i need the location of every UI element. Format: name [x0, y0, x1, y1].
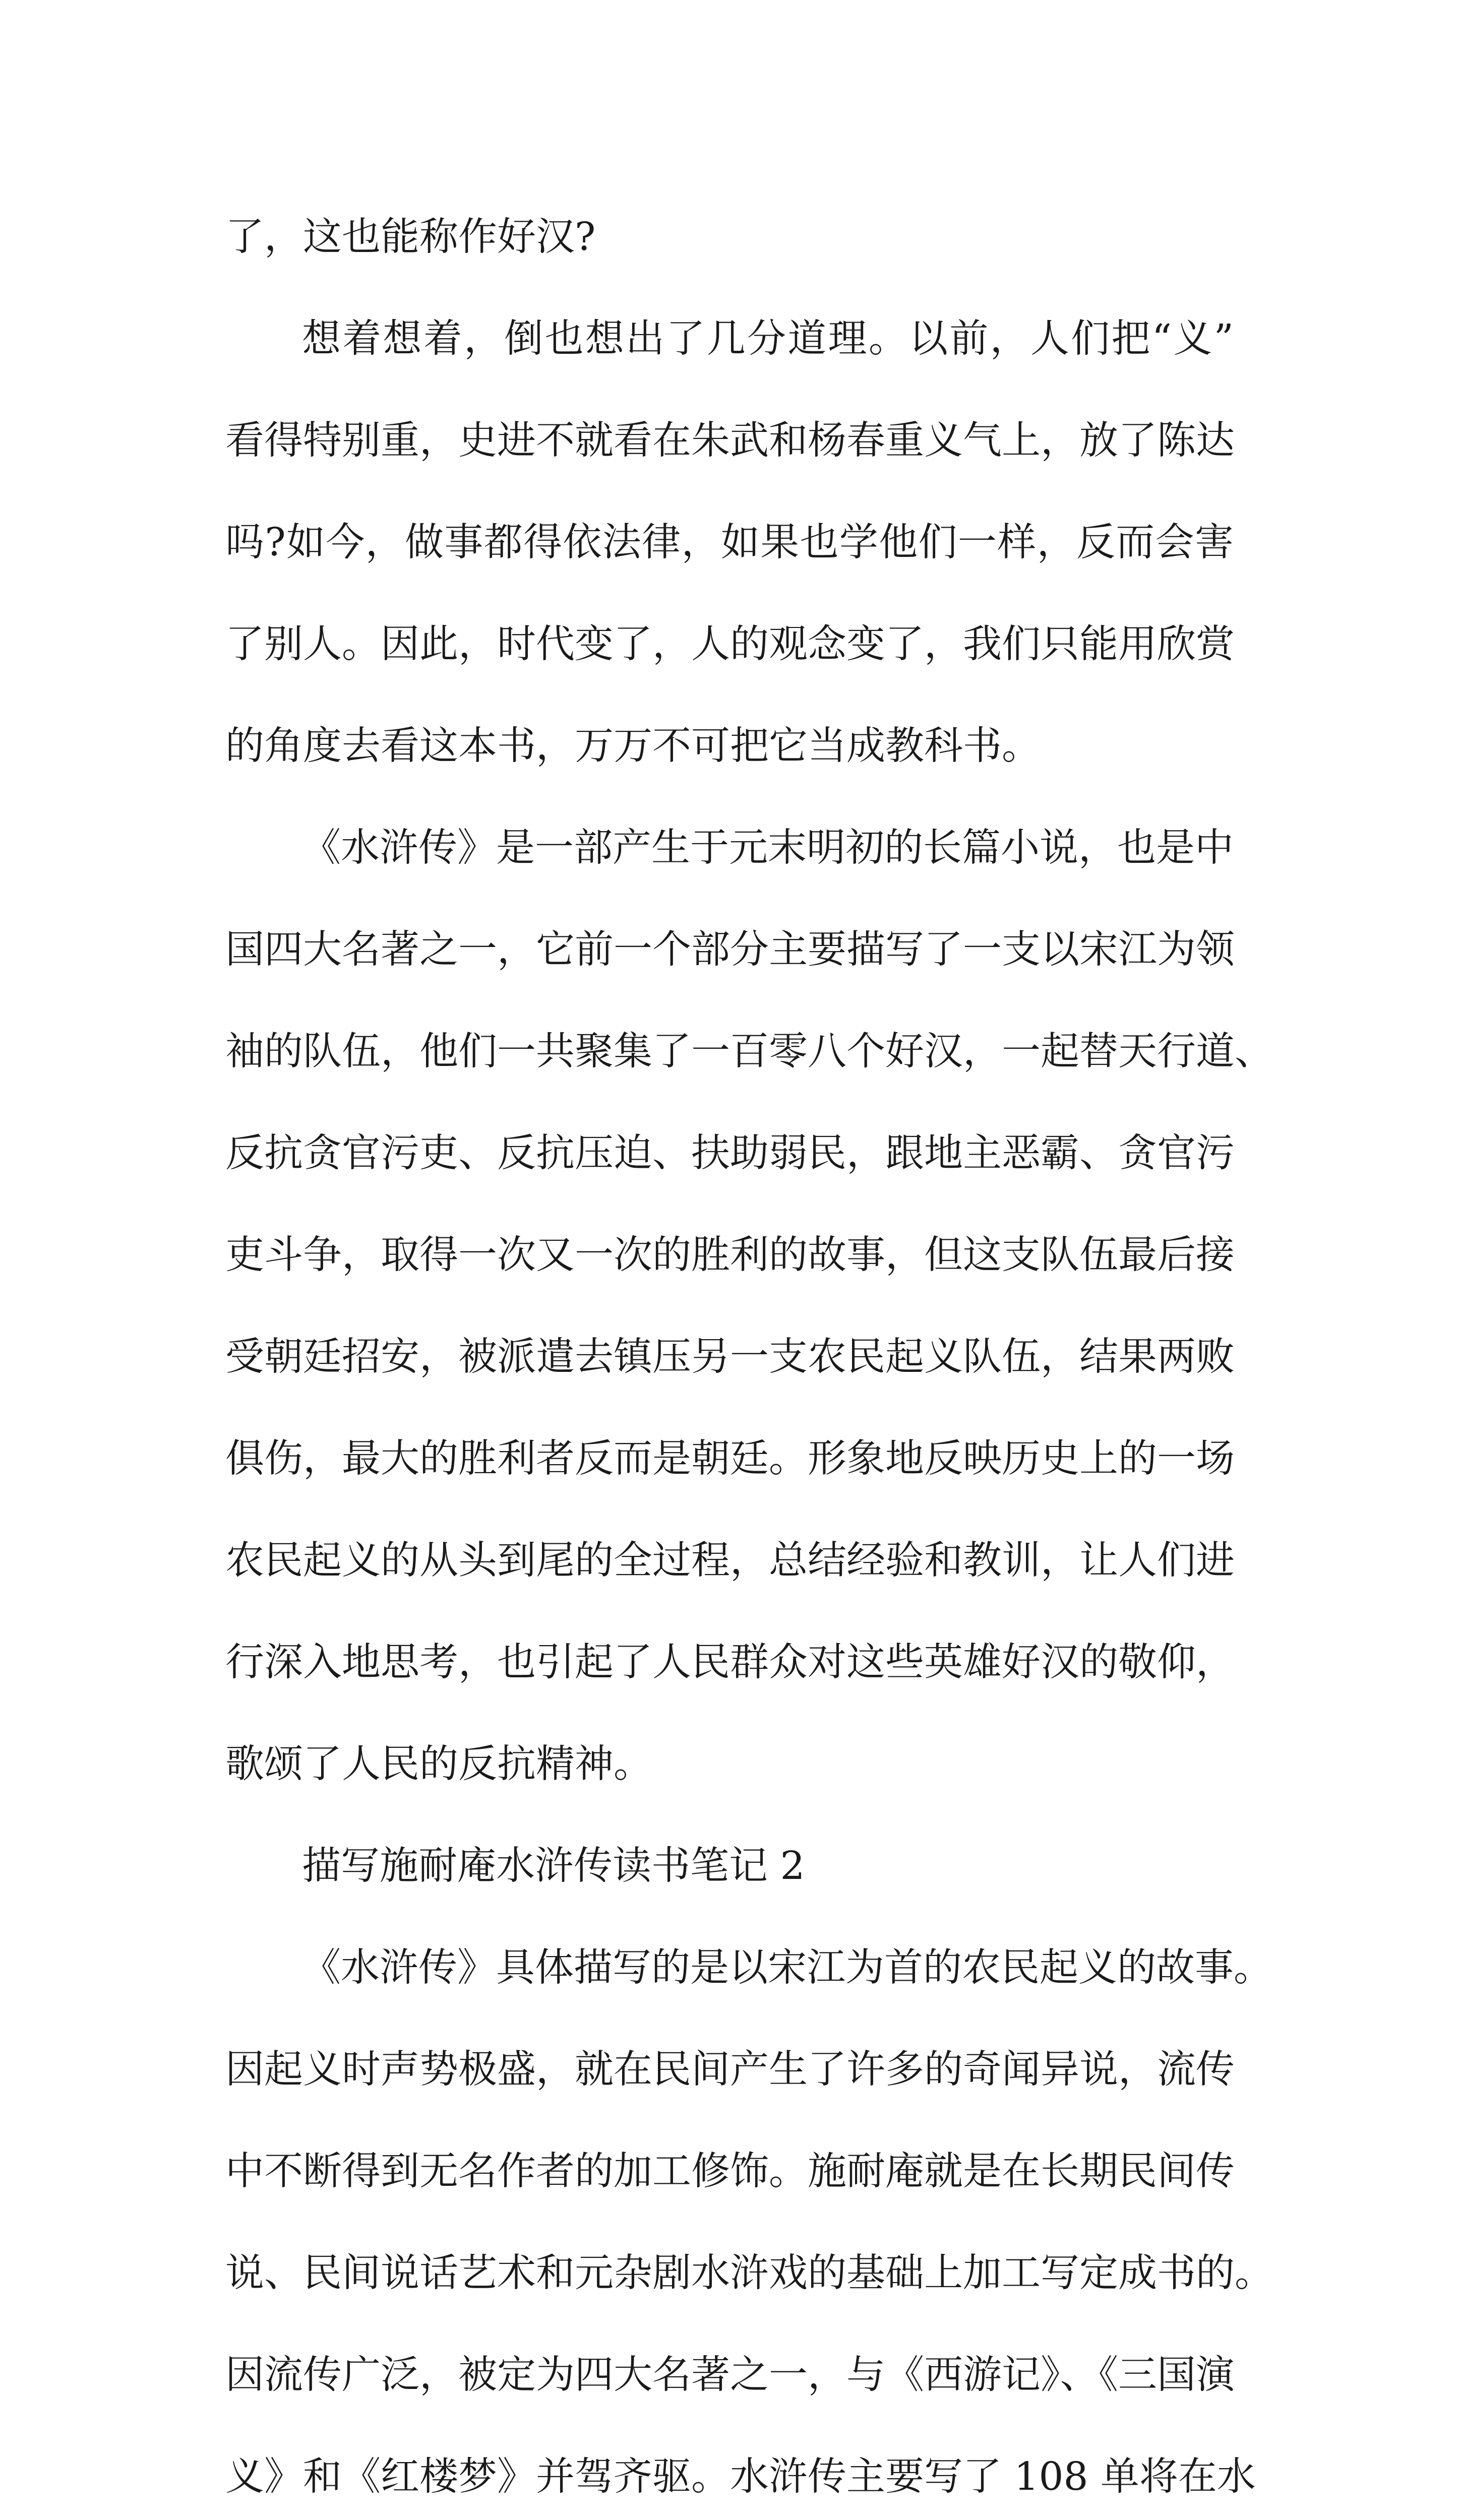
text-line: 行深入地思考，也引起了人民群众对这些英雄好汉的敬仰，: [225, 1640, 1235, 1685]
text-line: 想着想着，倒也想出了几分道理。以前，人们把“义”: [302, 317, 1234, 361]
text-line: 俱伤，最大的胜利者反而是朝廷。形象地反映历史上的一场: [225, 1436, 1235, 1481]
text-line: 因流传广泛，被定为四大名著之一，与《西游记》、《三国演: [225, 2353, 1235, 2398]
text-line: 了别人。因此，时代变了，人的观念变了，我们只能用欣赏: [225, 622, 1235, 667]
text-line: 的角度去看这本书，万万不可把它当成教科书。: [225, 724, 1041, 769]
text-line: 说、民间说话艺术和元杂剧水浒戏的基础上加工写定成书的。: [225, 2251, 1273, 2296]
text-line: 农民起义的从头到尾的全过程，总结经验和教训，让人们进: [225, 1538, 1235, 1583]
text-line: 看得特别重，史进不就看在朱武和杨春重义气上，放了陈达: [225, 418, 1235, 463]
text-line: 《水浒传》是一部产生于元末明初的长篇小说，也是中: [302, 826, 1234, 870]
section-heading: 描写施耐庵水浒传读书笔记 2: [302, 1844, 805, 1888]
text-line: 袖的队伍，他们一共聚集了一百零八个好汉，一起替天行道、: [225, 1029, 1273, 1074]
text-line: 国四大名著之一，它前一个部分主要描写了一支以宋江为领: [225, 927, 1235, 972]
text-line: 吗?如今，做事都得依法律，如果也学他们一样，反而会害: [225, 520, 1234, 565]
text-line: 中不断得到无名作者的加工修饰。施耐庵就是在长期民间传: [225, 2149, 1235, 2194]
text-line: 了，这也能称作好汉?: [225, 215, 596, 260]
text-line: 因起义时声势极盛，就在民间产生了许多的奇闻异说，流传: [225, 2047, 1235, 2092]
text-line: 歌颂了人民的反抗精神。: [225, 1742, 652, 1787]
document-body: [225, 186, 1273, 2520]
text-line: 反抗贪官污吏、反抗压迫、扶助弱民，跟地主恶霸、贪官污: [225, 1131, 1235, 1176]
text-line: 《水浒传》具体描写的是以宋江为首的农民起义的故事。: [302, 1945, 1272, 1990]
text-line: 义》和《红楼梦》并驾齐驱。水浒传主要写了 108 单将在水: [225, 2454, 1256, 2499]
text-line: 吏斗争，取得一次又一次的胜利的故事，但这支队伍最后接: [225, 1233, 1235, 1278]
text-line: 受朝廷招安，被派遣去镇压另一支农民起义队伍，结果两败: [225, 1335, 1235, 1379]
